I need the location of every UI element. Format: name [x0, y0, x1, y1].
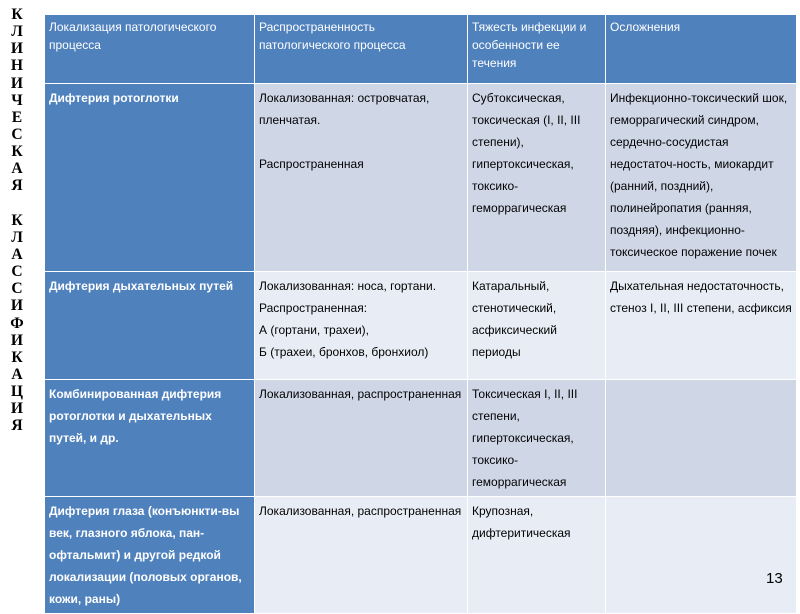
header-complications: Осложнения — [606, 15, 797, 84]
row-prevalence — [255, 497, 468, 614]
table-row — [45, 272, 797, 380]
title-letter: К — [11, 6, 23, 23]
title-letter: С — [11, 263, 23, 281]
title-letter: К — [11, 143, 23, 161]
title-letter: Я — [11, 417, 23, 435]
row-localization: Дифтерия глаза (конъюнкти-вы век, глазного яблока, пан-офтальмит) и другой редкой локализации (половых органов, кожи, раны) — [45, 497, 255, 614]
title-letter: Л — [11, 228, 23, 246]
row-severity: Токсическая I, II, III степени, гипертоксическая, токсико-геморрагическая — [468, 380, 606, 497]
title-letter: С — [11, 280, 23, 298]
row-complications: Дыхательная недостаточность, стеноз I, II, III степени, асфиксия — [606, 272, 797, 380]
row-localization: Дифтерия дыхательных путей — [45, 272, 255, 380]
title-letter: И — [10, 74, 24, 92]
row-complications — [606, 380, 797, 497]
row-severity: Катаральный, стенотический, асфиксический периоды — [468, 272, 606, 380]
row-severity: Субтоксическая, токсическая (I, II, III степени), гипертоксическая, токсико-геморрагическая — [468, 84, 606, 272]
row-prevalence — [255, 272, 468, 380]
title-letter: Ф — [10, 314, 24, 332]
title-letter: И — [10, 400, 24, 418]
prevalence-text: Локализованная: островчатая, пленчатая. Распространенная — [259, 91, 430, 171]
table-row — [45, 84, 797, 272]
vertical-title — [6, 6, 28, 435]
title-letter: Л — [11, 23, 23, 41]
title-letter: А — [11, 365, 23, 383]
title-letter: Я — [11, 177, 23, 195]
title-letter: С — [11, 125, 23, 143]
page-number: 13 — [766, 570, 783, 587]
title-letter: Е — [11, 108, 23, 126]
title-letter: И — [10, 297, 24, 315]
row-localization: Дифтерия ротоглотки — [45, 84, 255, 272]
header-row — [45, 15, 797, 84]
row-complications — [606, 497, 797, 614]
prevalence-text: Локализованная, распространенная — [259, 387, 462, 401]
title-letter: Ч — [11, 91, 23, 109]
row-complications: Инфекционно-токсический шок, геморрагический синдром, сердечно-сосудистая недостаточ-ность, миокардит (ранний, поздний), полинейропатия (ранняя, поздняя), инфекционно-токсическое поражение почек — [606, 84, 797, 272]
row-prevalence — [255, 380, 468, 497]
title-letter: А — [11, 245, 23, 263]
title-letter: К — [11, 348, 23, 366]
prevalence-text: Локализованная: носа, гортани. Распространенная: А (гортани, трахеи), Б (трахеи, бронхов, бронхиол) — [259, 279, 437, 359]
title-letter: Ц — [10, 383, 24, 401]
prevalence-text: Локализованная, распространенная — [259, 504, 462, 518]
row-localization: Комбинированная дифтерия ротоглотки и дыхательных путей, и др. — [45, 380, 255, 497]
header-prevalence: Распространенность патологического процесса — [255, 15, 468, 84]
title-letter: Н — [10, 57, 24, 75]
header-severity: Тяжесть инфекции и особенности ее течения — [468, 15, 606, 84]
row-prevalence — [255, 84, 468, 272]
title-letter: К — [11, 211, 23, 229]
row-severity: Крупозная, дифтеритическая — [468, 497, 606, 614]
classification-table — [44, 14, 797, 614]
title-letter: И — [10, 331, 24, 349]
table-row — [45, 497, 797, 614]
header-localization: Локализация патологического процесса — [45, 15, 255, 84]
title-letter: А — [11, 160, 23, 178]
title-letter: И — [10, 40, 24, 58]
table-row — [45, 380, 797, 497]
